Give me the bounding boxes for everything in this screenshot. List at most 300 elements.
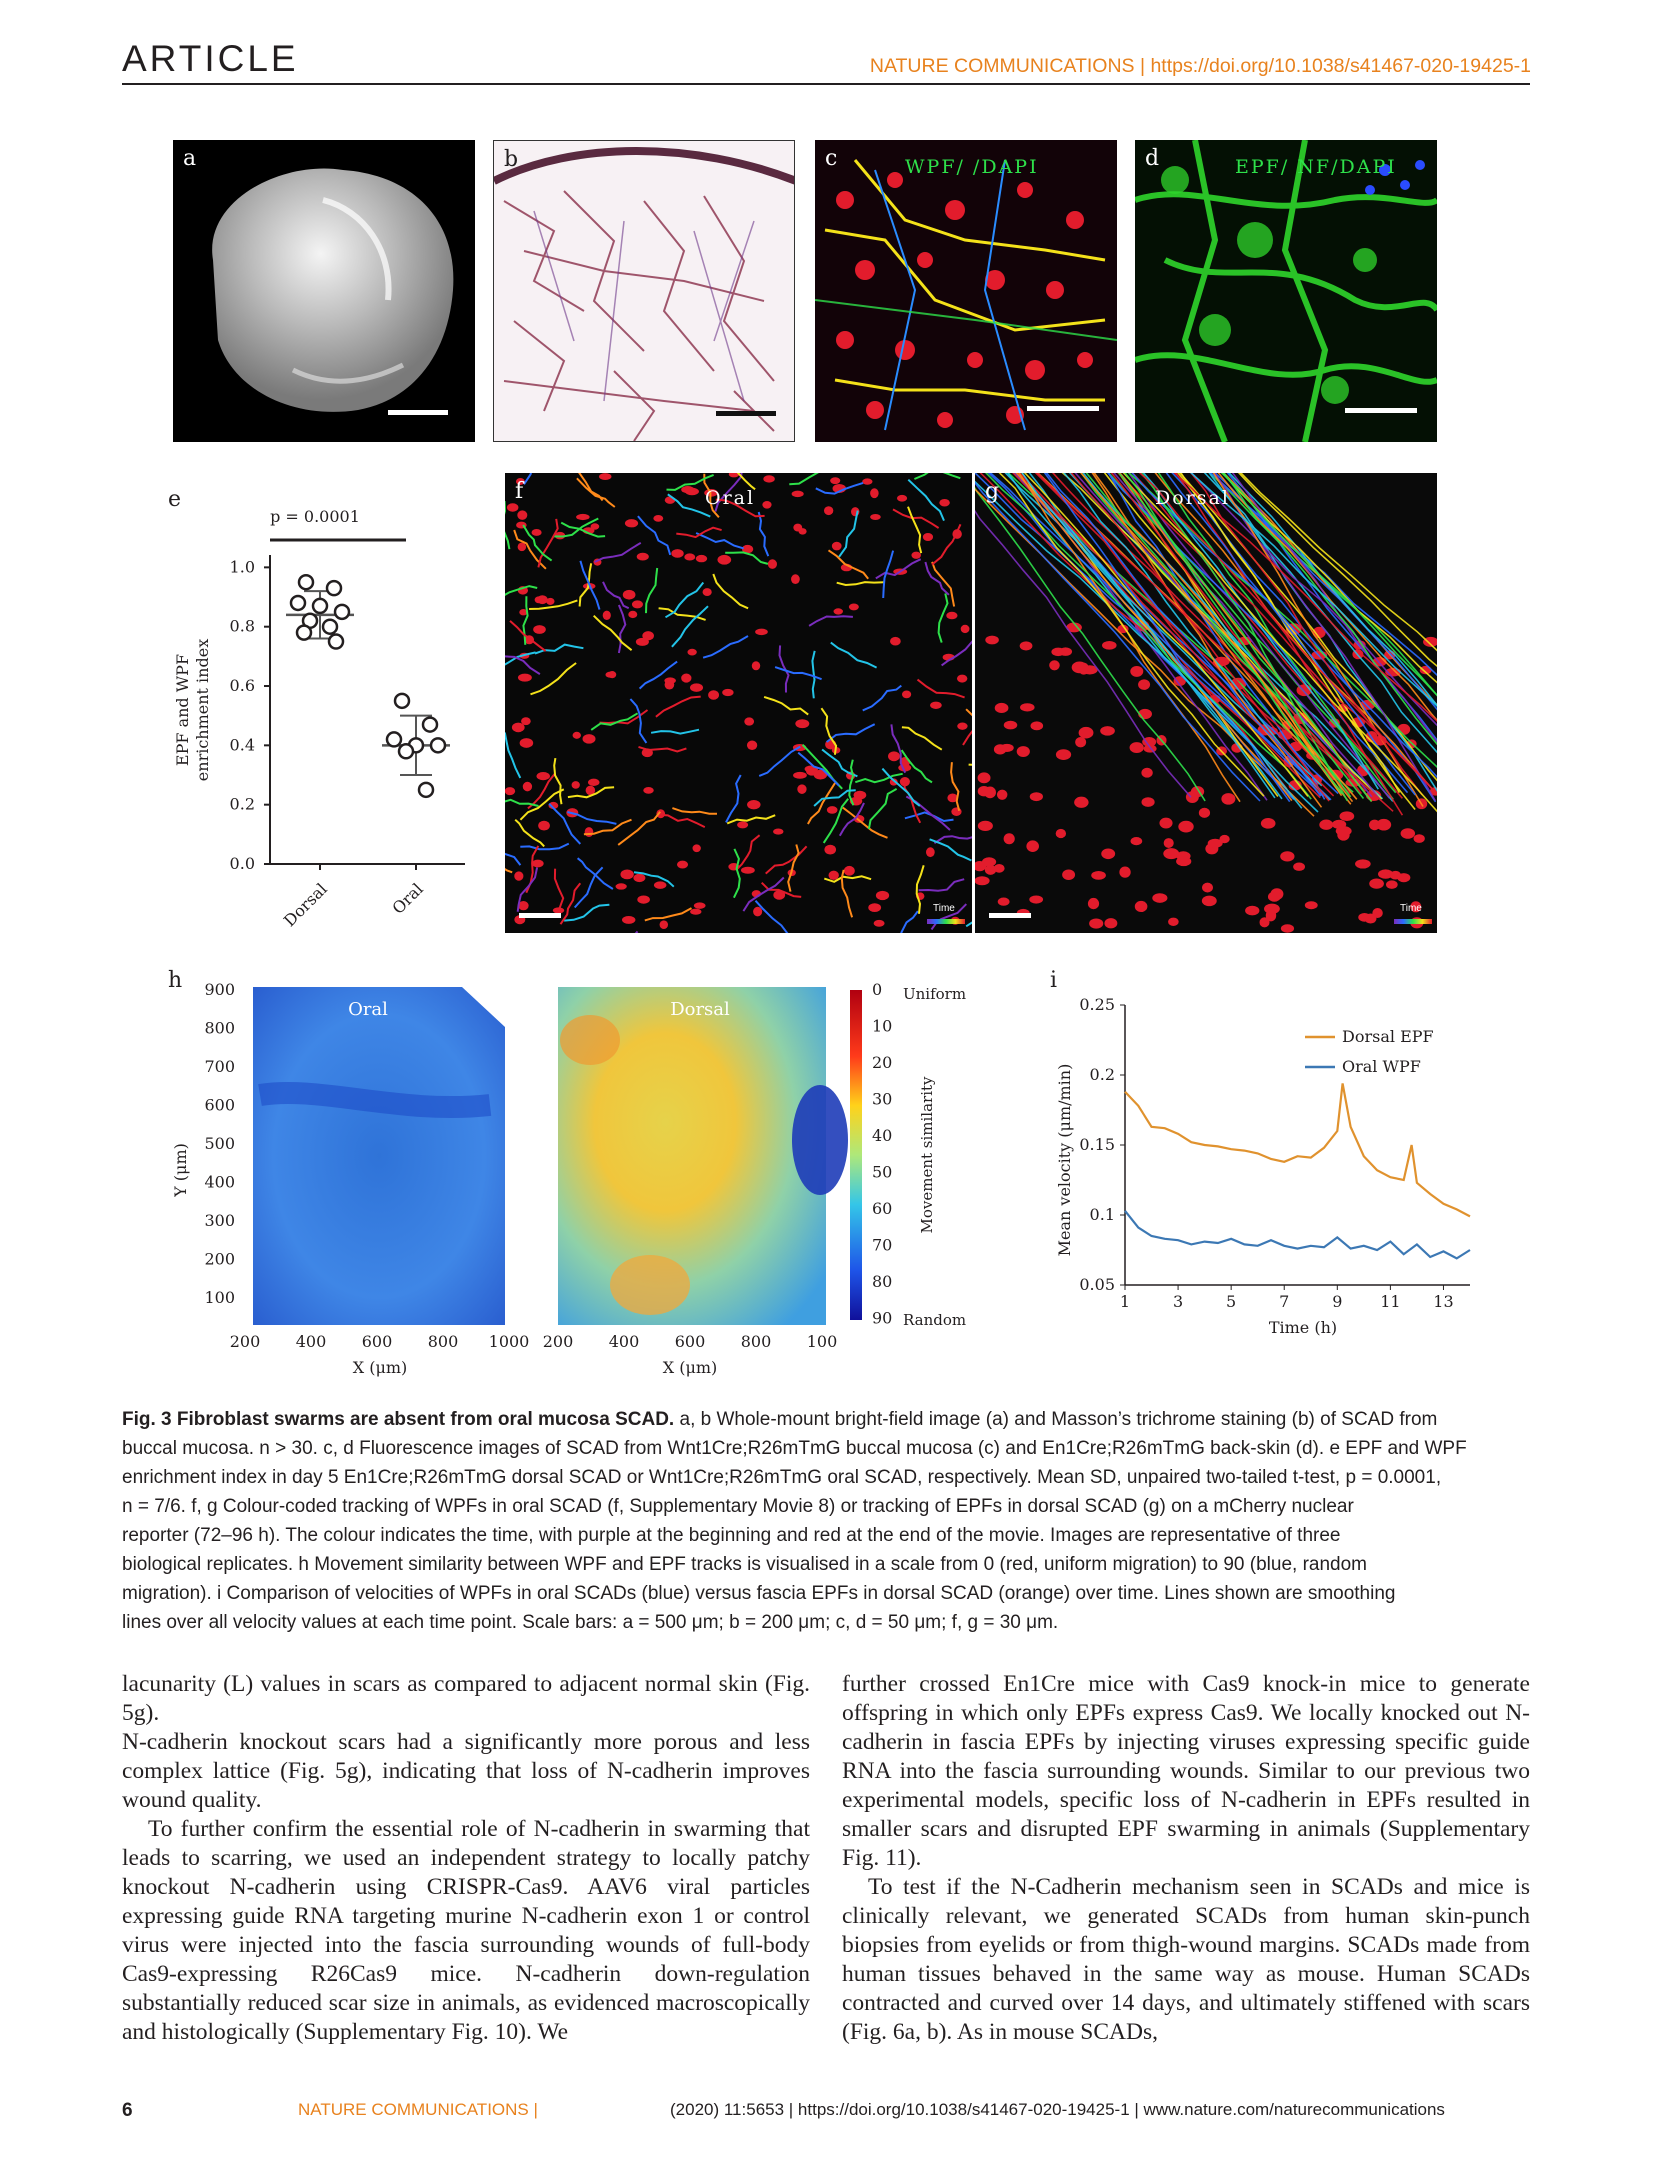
nucleus [653,515,663,522]
h-xlabel-left: X (μm) [352,1358,408,1377]
nucleus [791,574,800,584]
nucleus [517,510,527,519]
series-line-oral-wpf [1125,1211,1470,1259]
caption-line3: enrichment index in day 5 En1Cre;R26mTmG dorsal SCAD or Wnt1Cre;R26mTmG oral SCAD, respectively. Mean SD, unpaired two-tailed t-test, p = 0.0001, [122,1467,1442,1488]
nucleus [1089,918,1103,928]
nucleus [1372,908,1382,918]
scale-bar-a [388,410,448,415]
nucleus [1355,859,1371,868]
nucleus [1026,840,1039,852]
cell-track [656,697,701,717]
dorsal-hotspot-top [560,1015,620,1065]
oral-title-f: Oral [705,487,756,509]
nucleus [995,703,1009,713]
nucleus [518,674,532,682]
e-data-point [399,744,413,758]
nucleus [1199,808,1210,818]
p-value-annotation: p = 0.0001 [270,507,360,526]
nucleus [890,637,901,646]
cell-track [531,663,577,694]
nucleus [926,847,935,857]
series-line-dorsal-epf [1125,1083,1470,1216]
nucleus [975,876,990,885]
nucleus [792,491,804,497]
nucleus [1159,818,1172,829]
nucleus [1091,871,1106,880]
cell-track [764,697,808,715]
nucleus [1075,737,1086,747]
e-ytick-label: 0.2 [229,794,255,814]
cbar-tick-label: 30 [872,1089,893,1109]
cbar-tick-label: 40 [872,1126,893,1145]
nucleus [693,844,701,852]
nucleus [799,528,807,534]
nucleus [1142,797,1155,807]
nucleus [961,625,970,633]
nucleus [703,588,712,596]
nucleus [874,920,885,927]
nucleus [603,611,611,620]
nucleus [755,629,768,636]
fluorescence-image-c [815,140,1117,442]
h-ytick-label: 100 [204,1288,235,1307]
nucleus [512,723,525,733]
nucleus [677,861,688,869]
nucleus [762,501,771,509]
nucleus [1386,880,1398,888]
nucleus [985,636,999,645]
nucleus [538,821,550,831]
panel-label-a: a [183,146,197,171]
cell-track [808,783,835,824]
nucleus [1401,828,1415,839]
nucleus [1130,666,1143,677]
nucleus [536,772,549,780]
panel-label-d: d [1145,146,1160,171]
nucleus [1056,829,1066,838]
dorsal-heatmap-title: Dorsal [670,999,730,1020]
cell-track [839,511,858,557]
e-data-point [423,718,437,732]
nucleus [1221,793,1235,805]
nucleus [532,860,544,868]
panel-c-fluorescence [815,140,1117,442]
h-xtick-left: 400 [295,1332,327,1351]
cbar-bottom-label: Random [903,1311,967,1329]
h-xtick-right: 200 [542,1332,574,1351]
nucleus [1020,703,1035,711]
cell-track [827,724,875,742]
cell-track [934,836,972,843]
scale-bar-c [1027,406,1099,411]
i-xtick-label: 3 [1172,1292,1184,1311]
h-ytick-label: 400 [204,1172,235,1192]
body-right-para-2: To test if the N-Cadherin mechanism seen in SCADs and mice is clinically relevant, we generated SCADs from human skin-punch biopsies from eyelids or from thigh-wound margins. SCADs made from human tissues behaved in the same way as mouse. Human SCADs contracted and curved over 14 days, and ultimately stiffened with scars (Fig. 6a, b). As in mouse SCADs, [842,1874,1530,2045]
nucleus [1102,641,1117,650]
cbar-tick-label: 60 [872,1199,893,1218]
cell-track [863,686,902,711]
panel-label-c: c [825,146,838,171]
panel-label-h: h [168,968,183,993]
e-ytick-label: 0.8 [229,616,255,636]
marker-label-d: EPF/ NF/DAPI [1235,156,1397,178]
nucleus [1152,893,1167,903]
nucleus [573,732,581,739]
h-xtick-left: 1000 [488,1332,530,1351]
panel-label-e: e [168,487,182,512]
nucleus [690,909,701,915]
cell-track [736,835,760,870]
panel-g-dorsal-tracking [975,473,1437,933]
nucleus [747,740,757,749]
cell-track [789,473,837,484]
nucleus [827,806,838,814]
nucleus [533,625,546,634]
nucleus [1100,726,1115,735]
nucleus [616,883,627,889]
cell-track [538,519,557,568]
body-left-para-3: To further confirm the essential role of N-cadherin in swarming that leads to scarring, we used an independent strategy to locally patchy knockout N-cadherin using CRISPR-Cas9. AAV6 viral particles expressing guide RNA targeting murine N-cadherin exon 1 or control virus were injected into the fascia surrounding wounds of full-body Cas9-expressing R26Cas9 mice. N-cadherin down-regulation substantially reduced scar size in animals, as evidenced macroscopically and histologically (Supplementary Fig. 10). We [122,1816,810,2045]
nucleus [1178,821,1193,833]
cell-track [638,516,670,555]
nucleus [671,549,683,558]
cell-track [969,750,972,765]
e-data-point [313,599,327,613]
panel-label-b: b [504,147,519,172]
nucleus [793,772,807,779]
e-xtick-label: Dorsal [279,879,331,931]
nucleus [1163,848,1179,859]
i-xtick-label: 5 [1226,1292,1237,1311]
nucleus [687,649,696,656]
cell-track [660,815,705,827]
nucleus [505,787,515,795]
cbar-tick-label: 90 [872,1308,893,1328]
nucleus [1135,901,1148,912]
h-ytick-label: 900 [204,980,235,999]
body-column-left [122,1670,810,2047]
nucleus [588,779,600,786]
h-xtick-left: 800 [427,1332,459,1351]
cell-track [919,879,965,891]
e-ylabel-line2: enrichment index [193,638,212,782]
cell-track [908,480,944,521]
nucleus [520,738,534,748]
panel-label-i: i [1050,968,1058,993]
page-number: 6 [122,2100,133,2121]
body-left-para-2: N-cadherin knockout scars had a significantly more porous and less complex lattice (Fig. 5g), indicating that loss of N-cadherin improves wound quality. [122,1729,810,1813]
nucleus [902,691,911,699]
nucleus [768,559,777,569]
body-left-para-1: lacunarity (L) values in scars as compared to adjacent normal skin (Fig. 5g). [122,1671,810,1726]
nucleus [1029,895,1043,903]
nucleus [681,486,694,493]
nucleus [637,895,650,903]
nucleus [844,866,855,876]
cell-track [925,562,949,595]
marker-label-c: WPF/ /DAPI [905,156,1039,178]
nucleus [708,690,719,700]
nucleus [753,907,762,917]
cell-track [893,911,918,933]
cell-track [939,594,948,643]
nucleus [1079,727,1094,739]
e-ytick-label: 0.6 [229,676,255,696]
body-right-para-1: further crossed En1Cre mice with Cas9 knock-in mice to generate offspring in which only EPFs express Cas9. We locally knocked out N-cadherin in fascia EPFs by injecting viruses expressing specific guide RNA into the fascia surrounding wounds. Similar to our previous two experimental models, specific loss of N-cadherin in EPFs resulted in smaller scars and disrupted EPF swarming in animals (Supplementary Fig. 11). [842,1671,1530,1871]
nucleus [1131,837,1143,845]
nucleus [985,865,996,875]
nucleus [978,772,991,783]
nucleus [978,786,991,796]
h-xtick-right: 600 [674,1332,706,1351]
nucleus [1281,924,1294,932]
nucleus [599,473,611,480]
oral-tracking-image [505,473,972,933]
cell-track [759,747,800,776]
i-ytick-label: 0.2 [1089,1065,1115,1084]
h-xtick-right: 400 [608,1332,640,1351]
i-xtick-label: 11 [1380,1292,1401,1311]
nucleus [507,503,519,511]
nucleus [625,519,638,527]
nucleus [1414,834,1425,843]
panel-label-f: f [515,479,524,504]
header-divider [122,83,1530,85]
cell-track [812,651,814,698]
caption-title: Fig. 3 Fibroblast swarms are absent from oral mucosa SCAD. [122,1409,675,1430]
nucleus [978,821,993,831]
nucleus [1168,918,1179,926]
nucleus [1004,721,1018,730]
cell-track [578,858,613,889]
cell-track [505,848,512,872]
cell-track [619,605,625,653]
nucleus [1130,742,1144,753]
nucleus [532,529,542,536]
cell-track [672,606,708,647]
nucleus [684,553,695,560]
nucleus [930,702,942,709]
nucleus [744,717,754,725]
nucleus [643,787,653,794]
nucleus [696,555,707,562]
nucleus [717,555,731,565]
cell-track [831,643,877,668]
nucleus [632,600,643,608]
h-xtick-right: 100 [806,1332,838,1351]
nucleus [591,523,600,529]
e-data-point [395,694,409,708]
nucleus [637,553,649,561]
nucleus [1101,849,1115,860]
legend-label: Dorsal EPF [1342,1027,1434,1046]
dorsal-random-edge [792,1085,848,1195]
cell-track [932,562,954,607]
nucleus [1030,721,1043,730]
cell-track [554,758,561,804]
nucleus [1293,863,1305,871]
section-title: ARTICLE [122,38,299,79]
i-xtick-label: 9 [1332,1292,1343,1311]
panel-b-trichrome [493,140,795,442]
cell-track [696,533,744,548]
cell-track [734,849,740,898]
nucleus [997,790,1007,800]
nucleus [797,784,806,794]
cell-track [651,730,699,734]
cbar-tick-label: 50 [872,1162,893,1182]
dorsal-tracking-image [975,473,1437,933]
time-legend-g: Time [1400,903,1422,914]
e-data-point [335,605,349,619]
nucleus [1049,660,1060,670]
panel-e-scatter-chart [160,480,490,950]
e-data-point [297,626,311,640]
h-xtick-right: 800 [740,1332,772,1351]
e-data-point [299,575,313,589]
cell-track [930,839,972,860]
time-legend-f: Time [933,903,955,914]
nucleus [829,871,839,880]
nucleus [849,604,859,611]
e-data-point [323,620,337,634]
h-ytick-label: 200 [204,1249,235,1269]
nucleus [888,751,900,761]
cell-track [809,616,853,626]
nucleus [722,689,733,696]
footer-citation[interactable]: (2020) 11:5653 | https://doi.org/10.1038/s41467-020-19425-1 | www.nature.com/naturecommunications [670,2100,1445,2119]
e-ytick-label: 1.0 [229,557,255,577]
nucleus [870,488,879,498]
cell-track [575,867,603,907]
nucleus [1000,744,1014,752]
nucleus [628,611,637,618]
caption-line5: reporter (72–96 h). The colour indicates the time, with purple at the beginning and red at the end of the movie. Images are representative of three [122,1525,1341,1546]
cbar-tick-label: 70 [872,1235,893,1255]
figure-caption [122,1405,1530,1637]
e-data-point [291,596,305,610]
cell-track [951,762,959,811]
cell-track [613,932,638,934]
nucleus [1268,892,1281,902]
nucleus [576,514,590,520]
nucleus [1164,838,1174,848]
nucleus [1202,896,1217,906]
trichrome-image [494,141,795,442]
cbar-label: Movement similarity [918,1076,936,1234]
dorsal-title-g: Dorsal [1155,487,1230,509]
cell-track [727,815,775,823]
similarity-colorbar [850,990,862,1320]
panel-a-brightfield [173,140,475,442]
cell-track [824,799,849,843]
nucleus [1056,749,1071,760]
nucleus [1059,647,1072,656]
cell-track [505,838,520,865]
nucleus [1219,835,1229,843]
e-xtick-label: Oral [388,879,427,918]
caption-line1: a, b Whole-mount bright-field image (a) and Masson’s trichrome staining (b) of SCAD from [674,1409,1438,1430]
nucleus [660,920,668,929]
journal-doi-header[interactable]: NATURE COMMUNICATIONS | https://doi.org/10.1038/s41467-020-19425-1 [869,55,1531,77]
cell-track [676,528,721,537]
panel-label-g: g [985,479,1000,504]
cell-track [766,846,807,873]
nucleus [664,677,675,683]
e-data-point [387,732,401,746]
cell-track [914,473,960,479]
nucleus [1062,870,1075,880]
i-ytick-label: 0.25 [1079,995,1115,1014]
cell-track [567,812,616,824]
cell-track [756,901,792,933]
nucleus [514,871,523,880]
i-xtick-label: 7 [1279,1292,1290,1311]
nucleus [795,719,809,728]
nucleus [830,477,840,484]
i-ytick-label: 0.05 [1079,1275,1115,1294]
e-ytick-label: 0.0 [229,854,255,873]
nucleus [622,916,635,924]
cell-track [561,523,605,537]
nucleus [620,869,633,879]
h-ytick-label: 700 [204,1057,235,1076]
h-ytick-label: 600 [204,1095,235,1115]
i-ytick-label: 0.1 [1089,1205,1115,1224]
nucleus [737,821,748,828]
brightfield-image [173,140,475,442]
nucleus [862,478,872,484]
cell-track [788,845,798,892]
cell-track [564,905,609,921]
caption-line8: lines over all velocity values at each time point. Scale bars: a = 500 μm; b = 200 μm; c, d = 50 μm; f, g = 30 μm. [122,1612,1059,1633]
cell-track [672,808,717,814]
cbar-tick-label: 10 [872,1016,893,1036]
body-column-right [842,1670,1530,2047]
nucleus [1078,663,1089,675]
nucleus [824,506,833,515]
nucleus [1319,820,1333,830]
h-xtick-left: 600 [361,1332,393,1351]
cell-track [908,507,921,553]
cbar-tick-label: 20 [872,1053,893,1072]
nucleus [911,552,921,559]
cbar-tick-label: 0 [872,980,883,999]
h-ylabel: Y (μm) [171,1143,190,1197]
nucleus [946,612,957,620]
nucleus [572,781,580,789]
nucleus [1119,866,1130,877]
cell-track [837,582,884,585]
nucleus [585,827,594,837]
nucleus [681,673,691,682]
cell-track [505,733,520,778]
nucleus [1245,906,1259,916]
cell-track [713,574,748,608]
nucleus [1339,811,1354,821]
scale-bar-b [716,411,776,416]
nucleus [834,608,843,614]
fluorescence-image-d [1135,140,1437,442]
i-xlabel: Time (h) [1268,1318,1338,1337]
footer-journal[interactable]: NATURE COMMUNICATIONS | [298,2100,538,2119]
i-xtick-label: 1 [1119,1292,1131,1311]
nucleus [1378,869,1393,878]
cell-track [520,844,569,850]
caption-line2: buccal mucosa. n > 30. c, d Fluorescence images of SCAD from Wnt1Cre;R26mTmG buccal mucosa (c) and En1Cre;R26mTmG back-skin (d). e EPF and WPF [122,1438,1467,1459]
caption-line6: biological replicates. h Movement similarity between WPF and EPF tracks is visualised in a scale from 0 (red, uniform migration) to 90 (blue, random [122,1554,1368,1575]
cell-track [524,473,542,484]
